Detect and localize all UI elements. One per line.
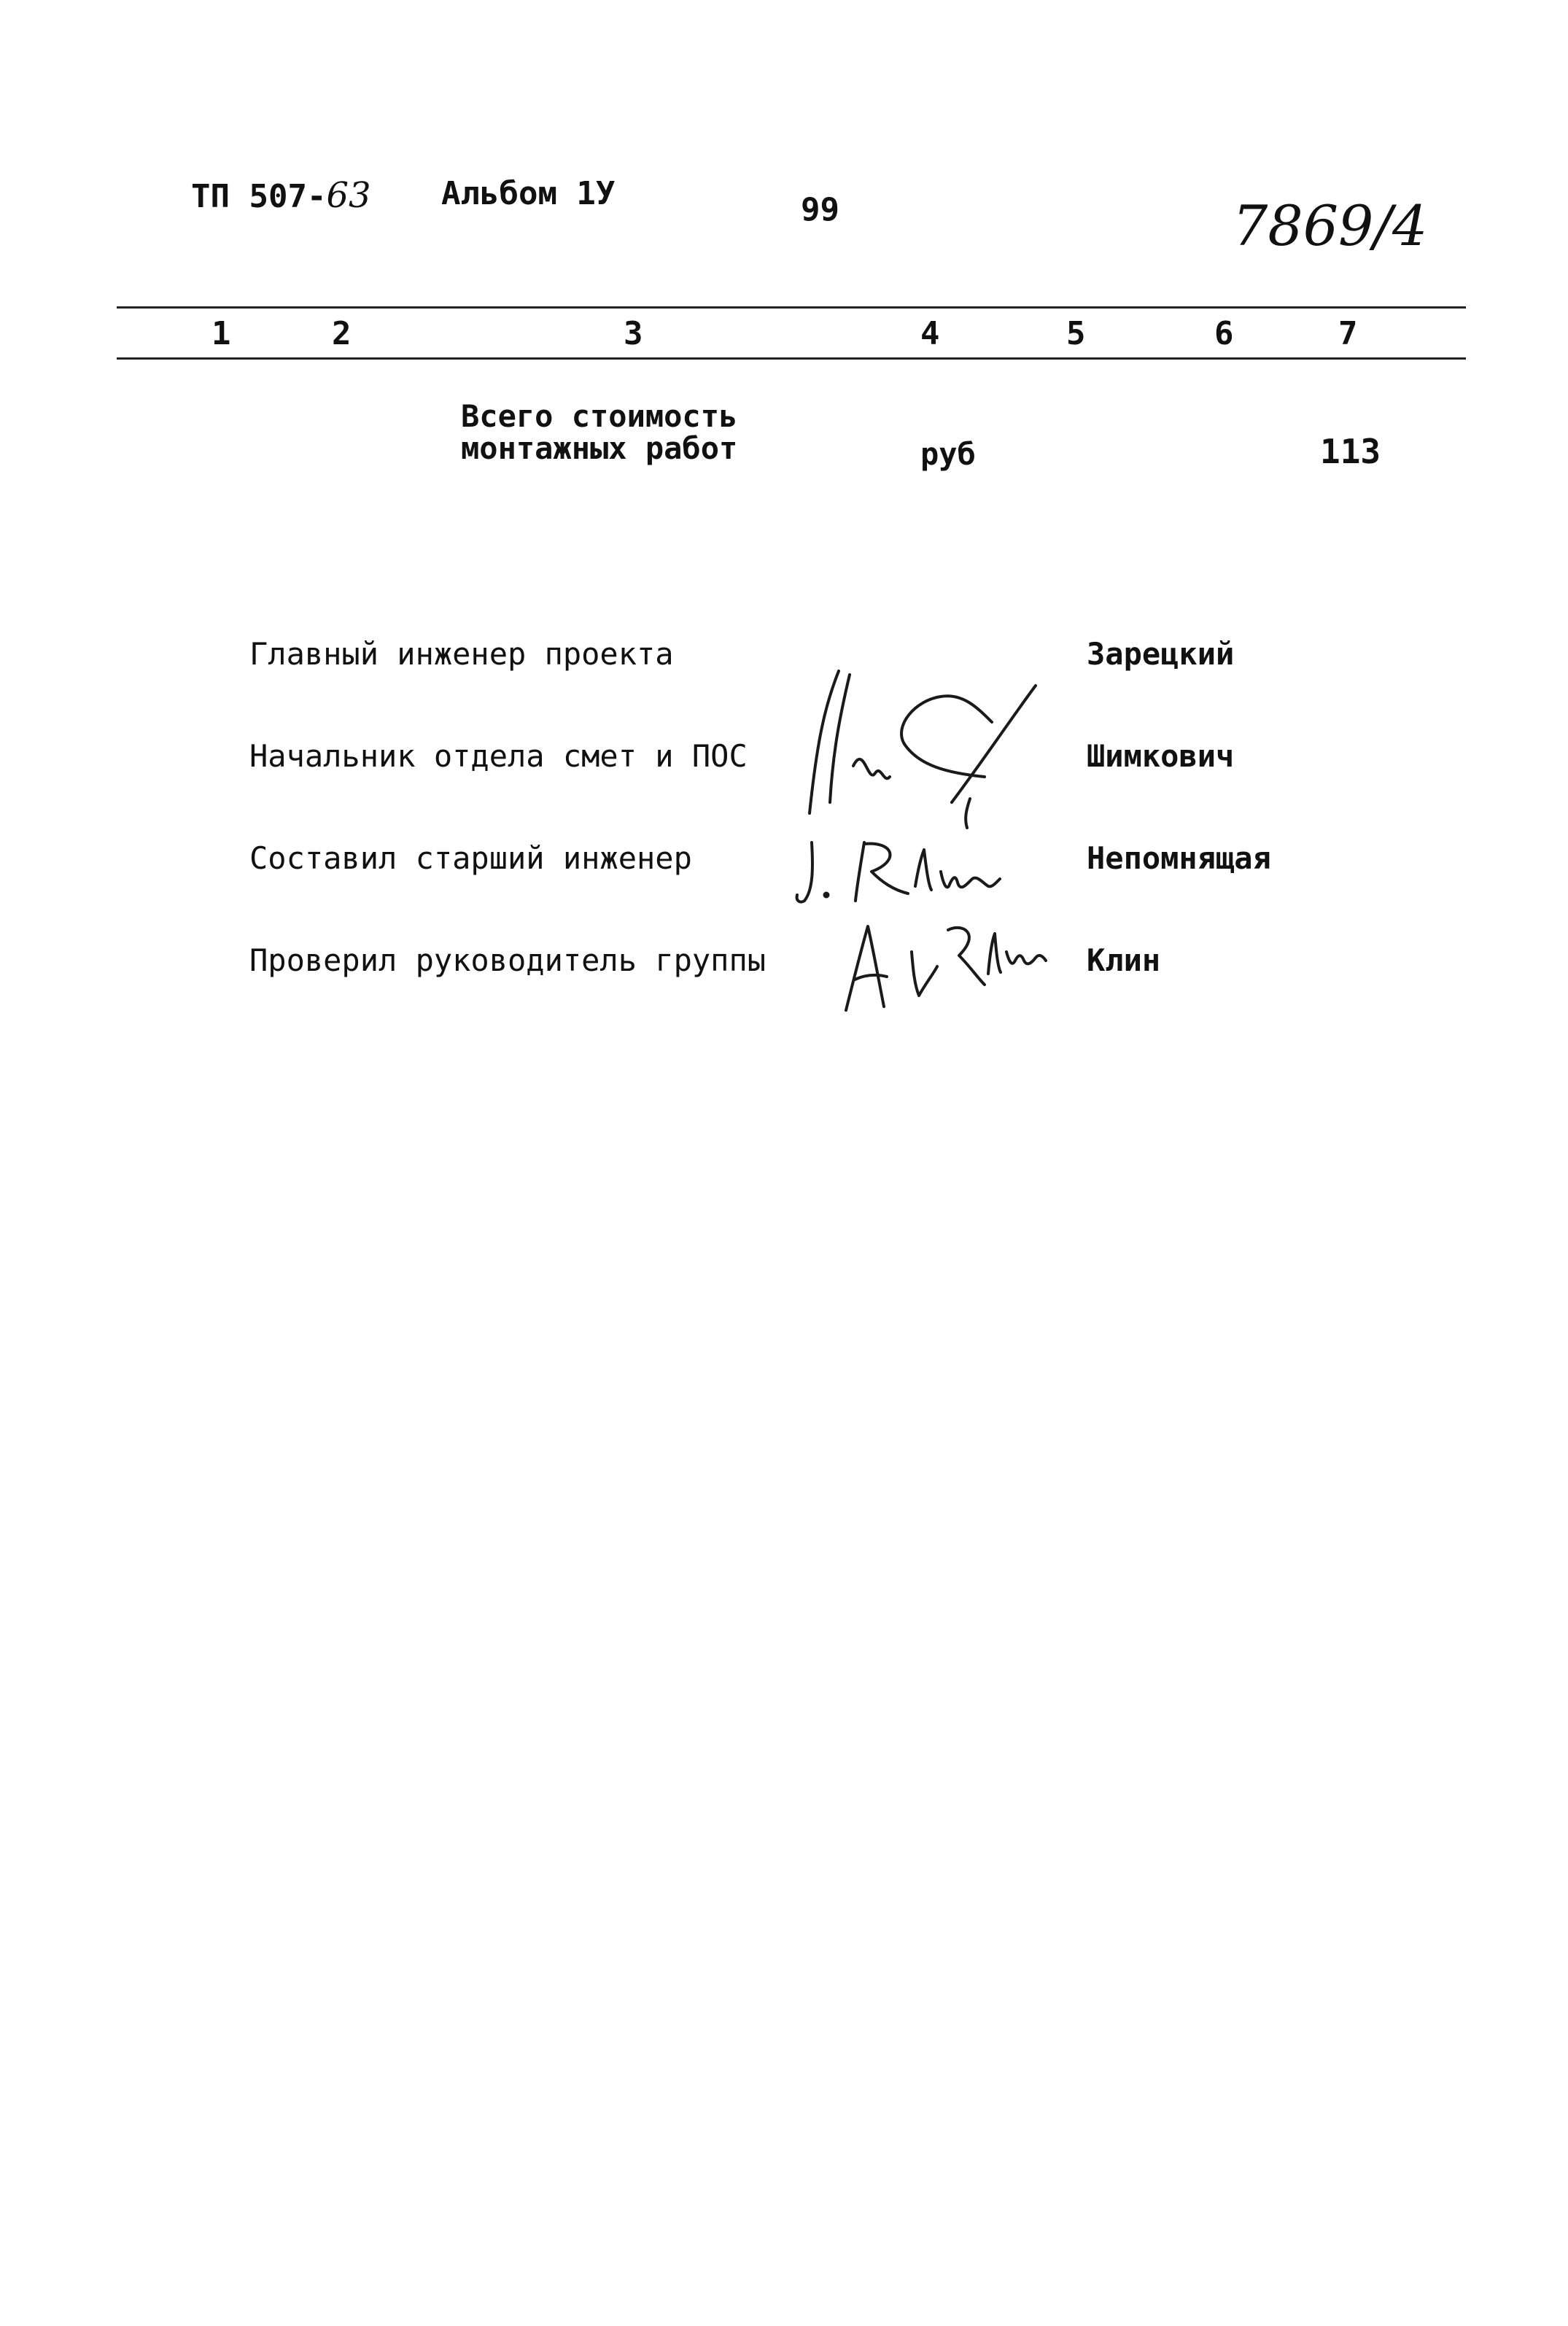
total-value: 113	[1320, 432, 1381, 471]
table-top-rule	[117, 306, 1466, 309]
signature-role-chief-engineer: Главный инженер проекта	[249, 636, 674, 672]
handwritten-signature-3	[839, 915, 1050, 1017]
column-number-1: 1	[211, 315, 231, 352]
album-label: Альбом 1У	[441, 175, 616, 212]
total-unit: руб	[920, 436, 976, 472]
column-number-4: 4	[920, 315, 940, 352]
column-number-2: 2	[332, 315, 352, 352]
doc-code	[191, 175, 371, 216]
tp-prefix: ТП 507-	[191, 178, 327, 215]
table-header-bottom-rule	[117, 357, 1466, 360]
signature-role-head-of-estimates: Начальник отдела смет и ПОС	[249, 738, 748, 774]
total-label-line1: Всего стоимость	[461, 398, 738, 434]
column-number-7: 7	[1338, 315, 1358, 352]
handwritten-signature-1	[795, 656, 1043, 839]
total-label-line2: монтажных работ	[461, 430, 738, 466]
signature-name-head-of-estimates: Шимкович	[1087, 738, 1235, 774]
signature-name-chief-engineer: Зарецкий	[1087, 636, 1235, 672]
signature-role-compiler: Составил старший инженер	[249, 840, 692, 876]
column-number-3: 3	[624, 315, 643, 352]
column-number-5: 5	[1066, 315, 1086, 352]
page-number: 99	[801, 191, 839, 228]
signature-name-checker: Клин	[1087, 942, 1161, 978]
column-number-6: 6	[1214, 315, 1234, 352]
tp-number: 63	[326, 175, 371, 216]
signature-name-compiler: Непомнящая	[1087, 840, 1271, 876]
handwritten-signature-2	[791, 828, 1032, 908]
signature-role-checker: Проверил руководитель группы	[249, 942, 766, 978]
document-number: 7869/4	[1233, 193, 1428, 258]
